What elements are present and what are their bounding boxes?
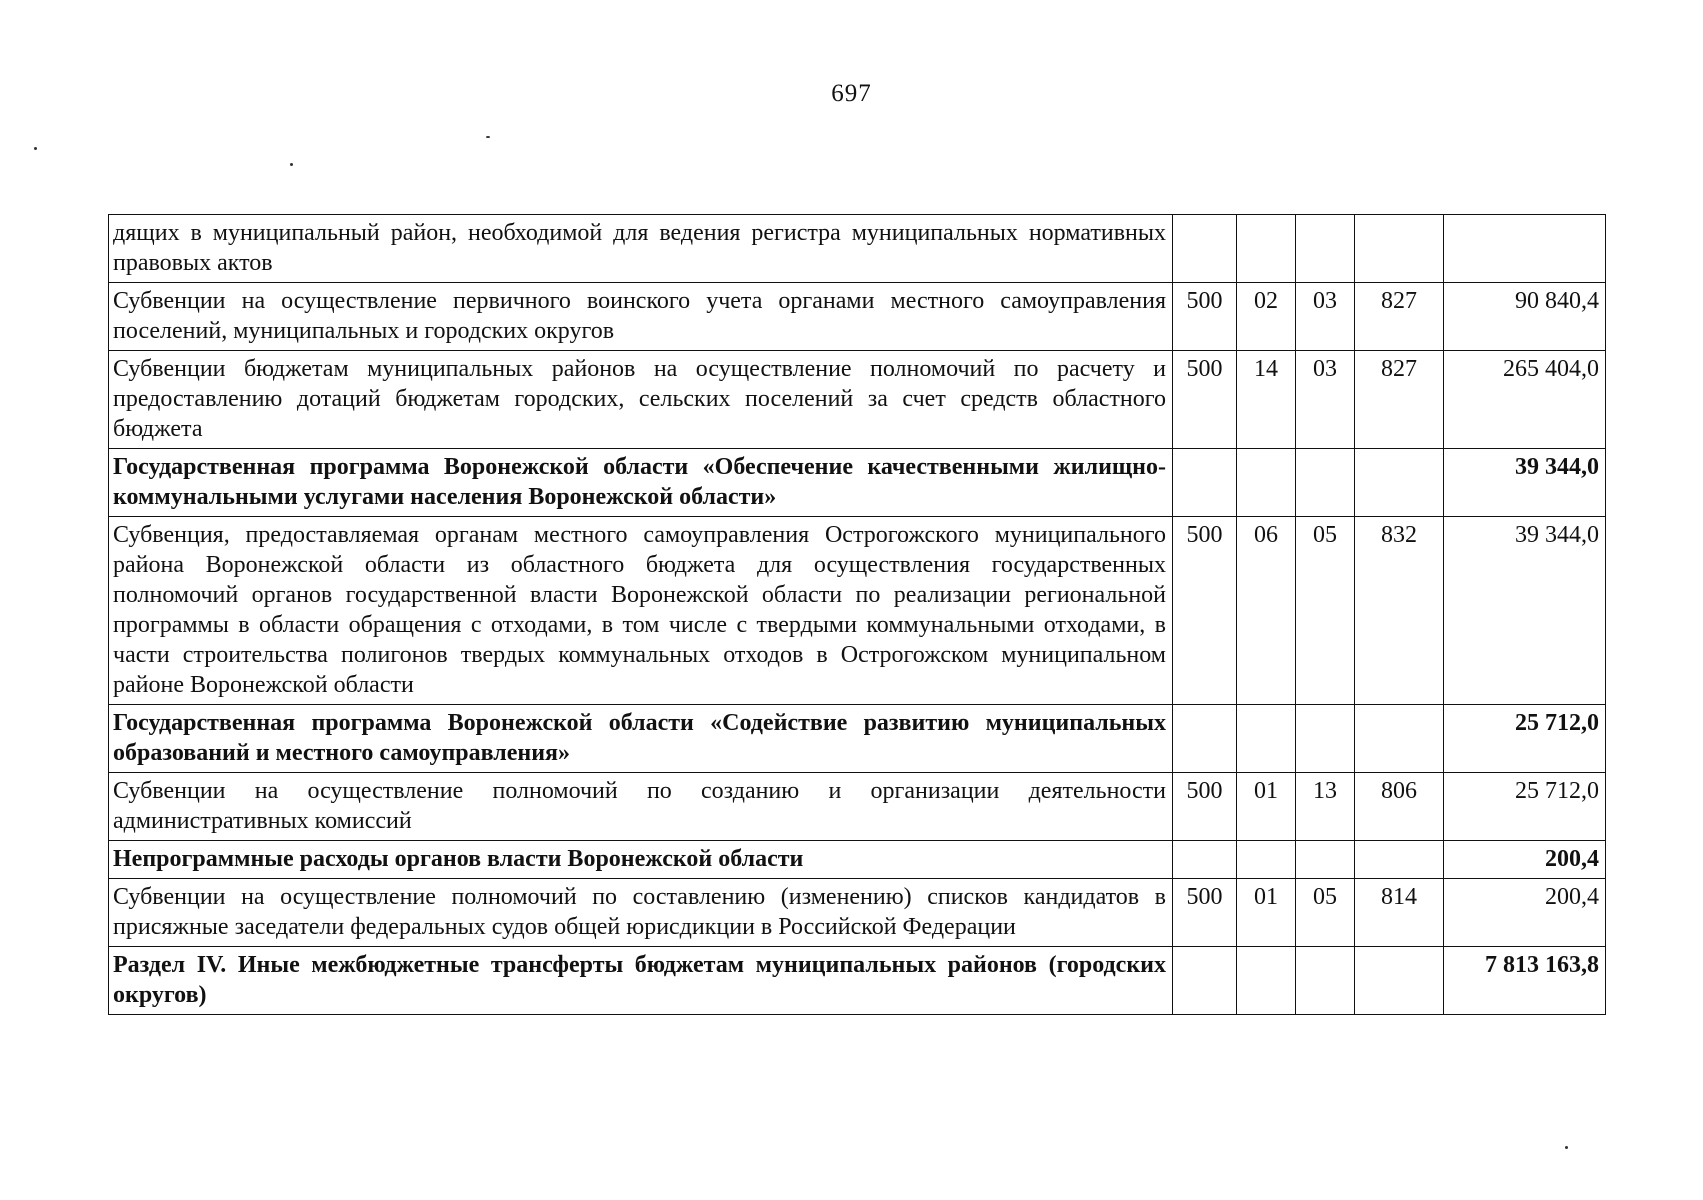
amount-cell: 7 813 163,8	[1444, 947, 1606, 1015]
code-cell: 05	[1296, 879, 1355, 947]
table-row	[109, 773, 1606, 841]
code-cell: 500	[1173, 879, 1237, 947]
table-row	[109, 351, 1606, 449]
row-description: Субвенции бюджетам муниципальных районов на осуществление полномочий по расчету и предоставлению дотаций бюджетам городских, сельских поселений за счет средств областного бюджета	[109, 351, 1173, 449]
row-description: Субвенции на осуществление полномочий по составлению (изменению) списков кандидатов в присяжные заседатели федеральных судов общей юрисдикции в Российской Федерации	[109, 879, 1173, 947]
code-cell	[1237, 947, 1296, 1015]
code-cell: 832	[1355, 517, 1444, 705]
code-cell: 02	[1237, 283, 1296, 351]
amount-cell: 265 404,0	[1444, 351, 1606, 449]
table-row	[109, 841, 1606, 879]
row-description: Субвенции на осуществление первичного воинского учета органами местного самоуправления поселений, муниципальных и городских округов	[109, 283, 1173, 351]
table-row	[109, 449, 1606, 517]
code-cell: 806	[1355, 773, 1444, 841]
code-cell	[1296, 215, 1355, 283]
code-cell: 14	[1237, 351, 1296, 449]
code-cell	[1355, 841, 1444, 879]
code-cell	[1296, 947, 1355, 1015]
code-cell	[1237, 449, 1296, 517]
code-cell	[1237, 215, 1296, 283]
code-cell	[1237, 841, 1296, 879]
code-cell: 827	[1355, 283, 1444, 351]
table-body	[109, 215, 1606, 1015]
code-cell	[1237, 705, 1296, 773]
scan-speck	[34, 147, 37, 150]
code-cell	[1173, 841, 1237, 879]
row-description: Субвенция, предоставляемая органам местного самоуправления Острогожского муниципального района Воронежской области из областного бюджета для осуществления государственных полномочий органов государственной власти Воронежской области по реализации региональной программы в области обращения с отходами, в том числе с твердыми коммунальными отходами, в части строительства полигонов твердых коммунальных отходов в Острогожском муниципальном районе Воронежской области	[109, 517, 1173, 705]
code-cell	[1355, 449, 1444, 517]
row-description: Непрограммные расходы органов власти Воронежской области	[109, 841, 1173, 879]
row-description: Государственная программа Воронежской области «Обеспечение качественными жилищно-коммунальными услугами населения Воронежской области»	[109, 449, 1173, 517]
code-cell: 03	[1296, 351, 1355, 449]
code-cell	[1173, 215, 1237, 283]
amount-cell: 25 712,0	[1444, 705, 1606, 773]
amount-cell: 200,4	[1444, 879, 1606, 947]
budget-table	[108, 214, 1606, 1015]
table-row	[109, 947, 1606, 1015]
table-row	[109, 215, 1606, 283]
code-cell: 01	[1237, 879, 1296, 947]
scan-speck	[290, 163, 293, 166]
code-cell: 06	[1237, 517, 1296, 705]
table-row	[109, 517, 1606, 705]
amount-cell: 39 344,0	[1444, 449, 1606, 517]
page-number: 697	[831, 80, 872, 107]
code-cell	[1173, 705, 1237, 773]
table-row	[109, 283, 1606, 351]
table-row	[109, 705, 1606, 773]
code-cell	[1296, 449, 1355, 517]
row-description: Раздел IV. Иные межбюджетные трансферты бюджетам муниципальных районов (городских округов)	[109, 947, 1173, 1015]
amount-cell: 90 840,4	[1444, 283, 1606, 351]
code-cell: 500	[1173, 283, 1237, 351]
code-cell	[1296, 705, 1355, 773]
amount-cell: 200,4	[1444, 841, 1606, 879]
row-description: Государственная программа Воронежской области «Содействие развитию муниципальных образований и местного самоуправления»	[109, 705, 1173, 773]
code-cell: 01	[1237, 773, 1296, 841]
code-cell	[1173, 947, 1237, 1015]
code-cell	[1355, 947, 1444, 1015]
table-row	[109, 879, 1606, 947]
code-cell: 500	[1173, 351, 1237, 449]
code-cell: 03	[1296, 283, 1355, 351]
amount-cell: 39 344,0	[1444, 517, 1606, 705]
code-cell: 13	[1296, 773, 1355, 841]
code-cell: 827	[1355, 351, 1444, 449]
code-cell: 500	[1173, 517, 1237, 705]
code-cell	[1296, 841, 1355, 879]
code-cell	[1173, 449, 1237, 517]
row-description: Субвенции на осуществление полномочий по созданию и организации деятельности административных комиссий	[109, 773, 1173, 841]
code-cell: 500	[1173, 773, 1237, 841]
row-description: дящих в муниципальный район, необходимой для ведения регистра муниципальных нормативных правовых актов	[109, 215, 1173, 283]
scan-speck	[1565, 1146, 1568, 1149]
code-cell	[1355, 215, 1444, 283]
scan-speck	[486, 136, 490, 138]
code-cell: 814	[1355, 879, 1444, 947]
code-cell	[1355, 705, 1444, 773]
amount-cell: 25 712,0	[1444, 773, 1606, 841]
code-cell: 05	[1296, 517, 1355, 705]
amount-cell	[1444, 215, 1606, 283]
